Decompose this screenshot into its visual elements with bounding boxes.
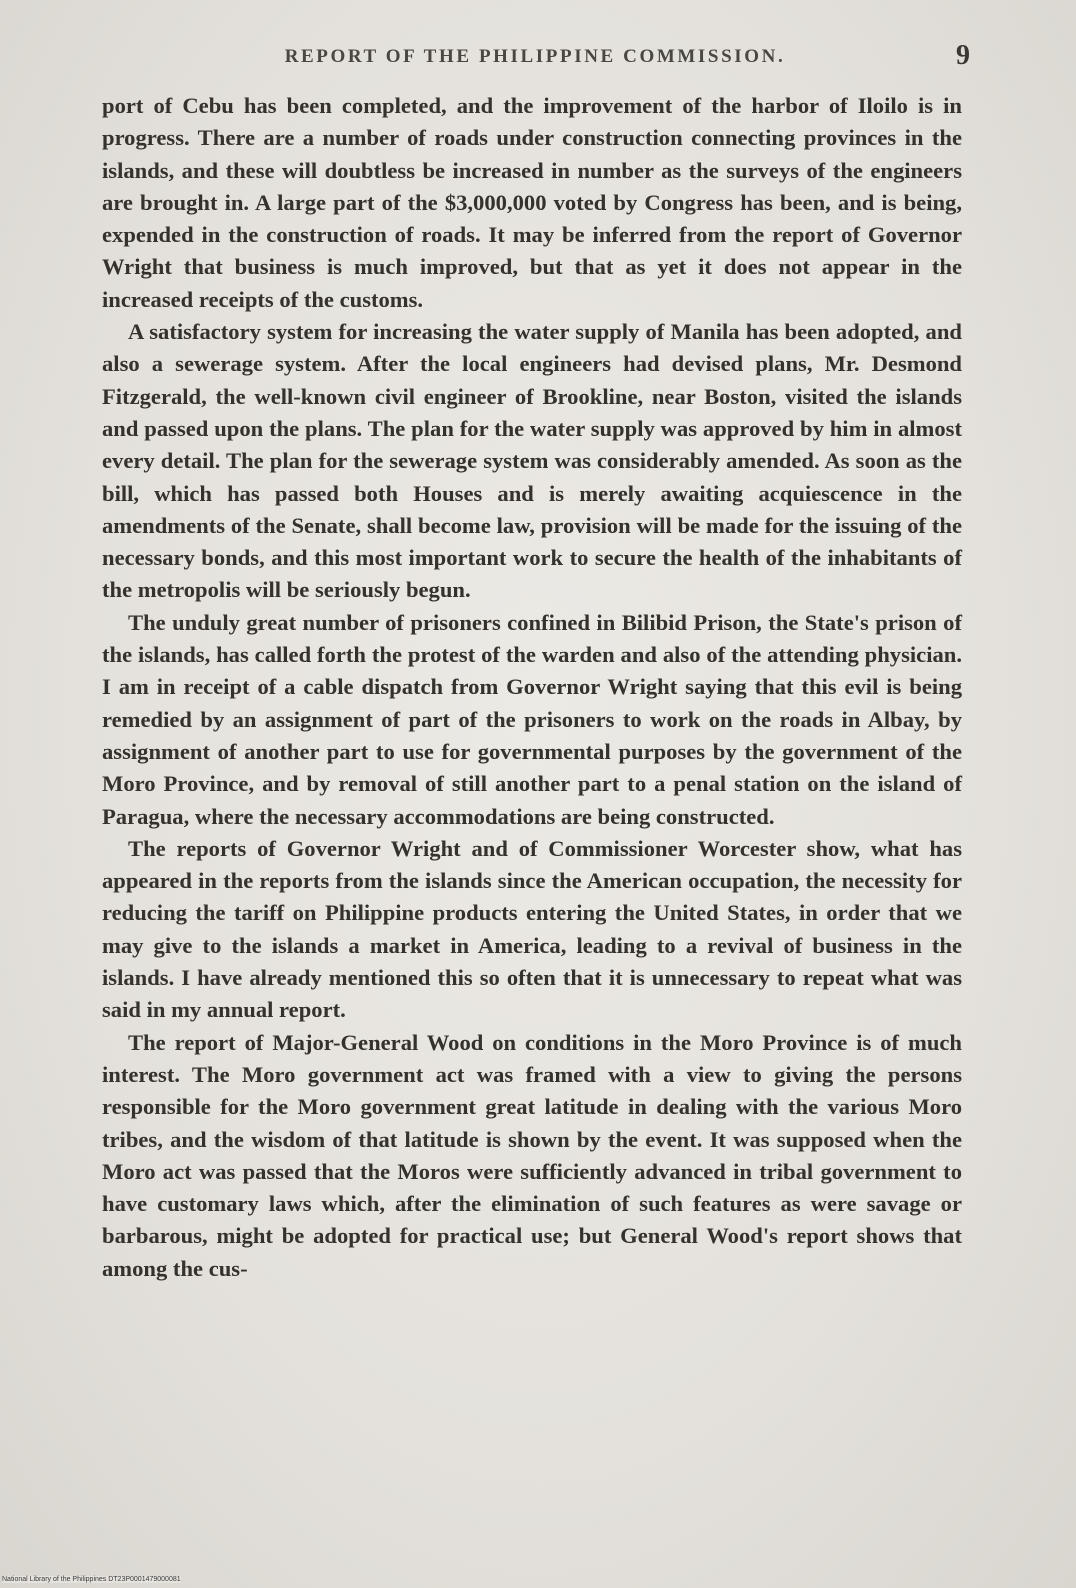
paragraph: A satisfactory system for increasing the water supply of Manila has been adopted, and also a sewerage system. After the local engineers had devised plans, Mr. Desmond Fitzgerald, the well-known civil engineer of Brookline, near Boston, visited the islands and passed upon the plans. The plan for the water supply was approved by him in almost every detail. The plan for the sewerage system was considerably amended. As soon as the bill, which has passed both Houses and is merely awaiting acquiescence in the amendments of the Senate, shall become law, provision will be made for the issuing of the necessary bonds, and this most important work to secure the health of the inhabitants of the metropolis will be seriously begun. <box>102 319 962 603</box>
paragraph: The report of Major-General Wood on conditions in the Moro Province is of much interest. The Moro government act was framed with a view to giving the persons responsible for the Moro government great latitude in dealing with the various Moro tribes, and the wisdom of that latitude is shown by the event. It was supposed when the Moro act was passed that the Moros were sufficiently advanced in tribal government to have customary laws which, after the elimination of such features as were savage or barbarous, might be adopted for practical use; but General Wood's report shows that among the cus- <box>102 1029 962 1281</box>
body-text <box>102 90 962 1285</box>
library-stamp: National Library of the Philippines DT23P0001479000081 <box>2 1576 181 1583</box>
paragraph: The unduly great number of prisoners confined in Bilibid Prison, the State's prison of the islands, has called forth the protest of the warden and also of the attending physician. I am in receipt of a cable dispatch from Governor Wright saying that this evil is being remedied by an assignment of part of the prisoners to work on the roads in Albay, by assignment of another part to use for governmental purposes by the government of the Moro Province, and by removal of still another part to a penal station on the island of Paragua, where the necessary accommodations are being constructed. <box>102 609 962 829</box>
page-number: 9 <box>956 40 970 71</box>
running-head <box>100 40 970 76</box>
paragraph: port of Cebu has been completed, and the improvement of the harbor of Iloilo is in progress. There are a number of roads under construction connecting provinces in the islands, and these will doubtless be increased in number as the surveys of the engineers are brought in. A large part of the $3,000,000 voted by Congress has been, and is being, expended in the construction of roads. It may be inferred from the report of Governor Wright that business is much improved, but that as yet it does not appear in the increased receipts of the customs. <box>102 93 962 312</box>
paragraph: The reports of Governor Wright and of Commissioner Worcester show, what has appeared in the reports from the islands since the American occupation, the necessity for reducing the tariff on Philippine products entering the United States, in order that we may give to the islands a market in America, leading to a revival of business in the islands. I have already mentioned this so often that it is unnecessary to repeat what was said in my annual report. <box>102 835 962 1023</box>
running-title: REPORT OF THE PHILIPPINE COMMISSION. <box>284 46 786 67</box>
